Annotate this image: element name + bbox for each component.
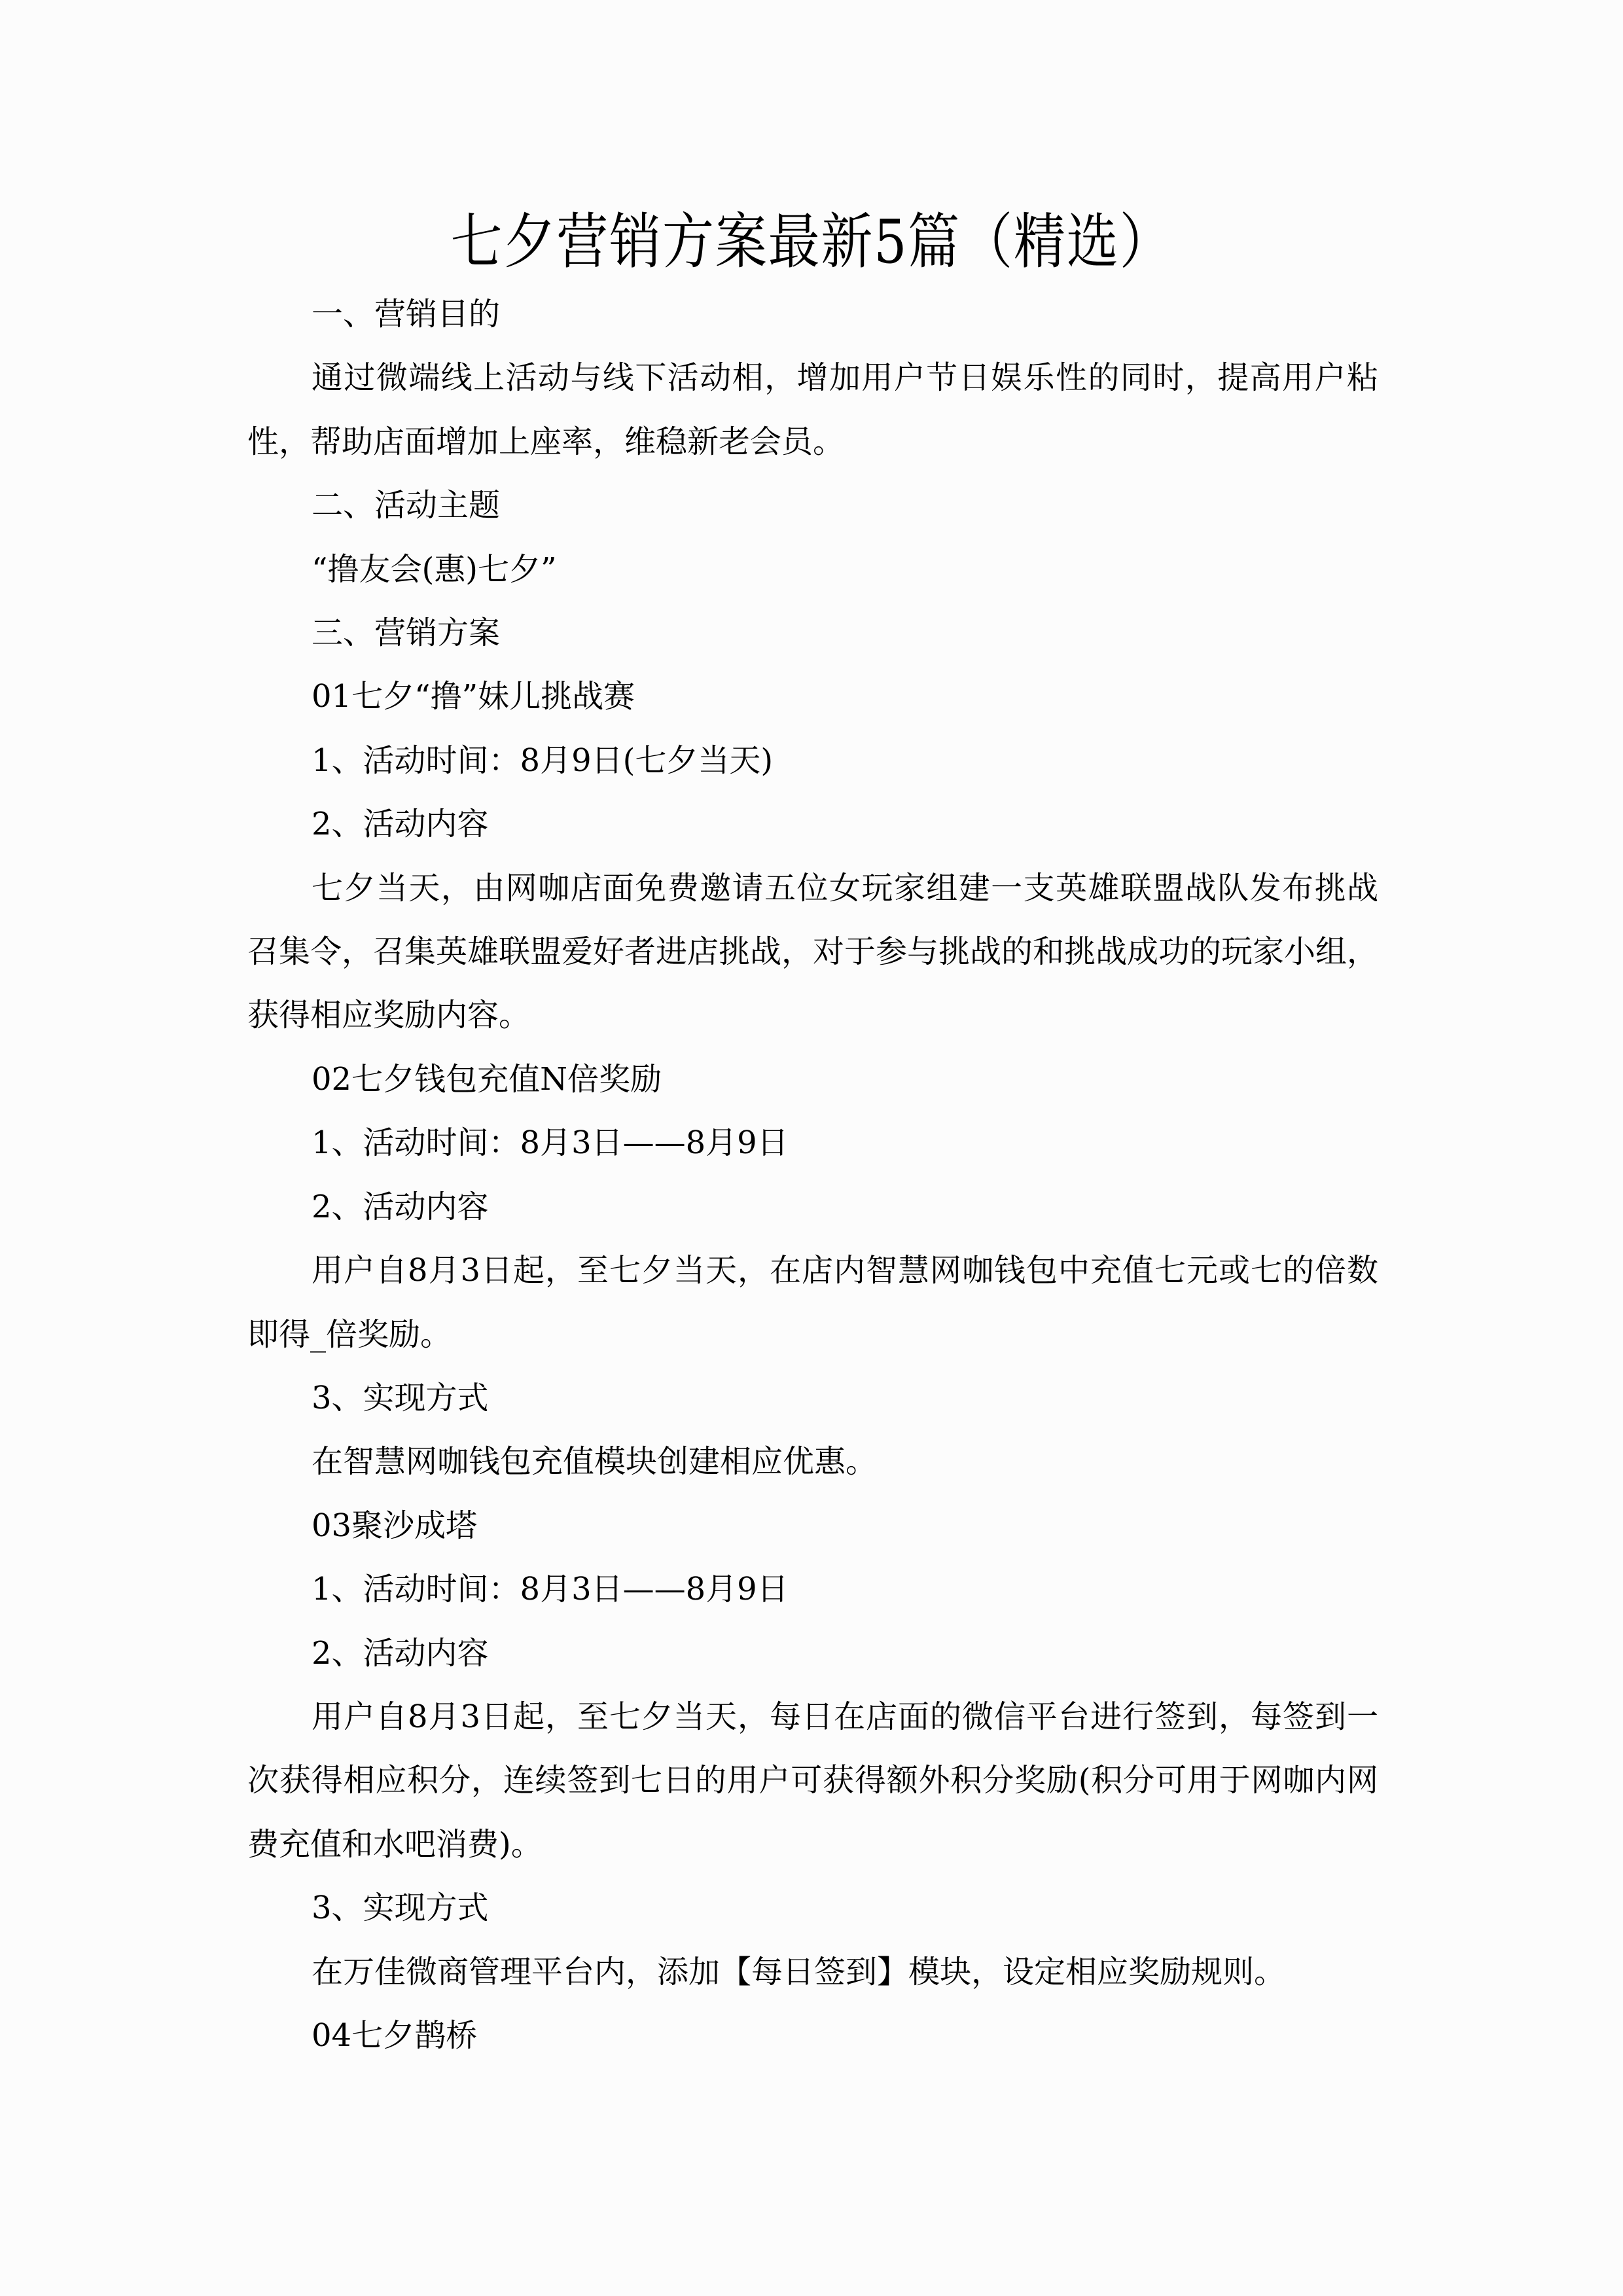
document-title: 七夕营销方案最新5篇（精选） [450,207,1173,277]
plan-03-method: 在万佳微商管理平台内，添加【每日签到】模块，设定相应奖励规则。 [312,1953,1286,1990]
plan-02-method: 在智慧网咖钱包充值模块创建相应优惠。 [312,1443,878,1480]
document-body [247,283,1378,2068]
plan-04-title: 04七夕鹊桥 [312,2017,478,2054]
plan-03-title: 03聚沙成塔 [312,1507,478,1544]
activity-theme-slogan: “撸友会(惠)七夕” [312,550,557,588]
plan-01-title: 01七夕“撸”妹儿挑战赛 [312,678,635,715]
plan-03-content: 用户自8月3日起，至七夕当天，每日在店面的微信平台进行签到，每签到一次获得相应积分，连续签到七日的用户可获得额外积分奖励(积分可用于网咖内网费充值和水吧消费)。 [247,1698,1378,1863]
plan-02-content: 用户自8月3日起，至七夕当天，在店内智慧网咖钱包中充值七元或七的倍数即得_倍奖励。 [247,1252,1378,1353]
section-heading-marketing-plan: 三、营销方案 [312,615,501,652]
plan-01-content-heading: 2、活动内容 [312,806,489,843]
plan-01-time: 1、活动时间：8月9日(七夕当天) [312,742,774,779]
plan-02-content-heading: 2、活动内容 [312,1188,489,1225]
plan-02-title: 02七夕钱包充值N倍奖励 [312,1060,662,1098]
section-heading-activity-theme: 二、活动主题 [312,487,501,524]
plan-02-time: 1、活动时间：8月3日——8月9日 [312,1124,789,1162]
plan-03-method-heading: 3、实现方式 [312,1890,489,1927]
plan-03-content-heading: 2、活动内容 [312,1634,489,1672]
paragraph-marketing-goal: 通过微端线上活动与线下活动相，增加用户节日娱乐性的同时，提高用户粘性，帮助店面增加上座率，维稳新老会员。 [247,359,1378,460]
plan-02-method-heading: 3、实现方式 [312,1379,489,1416]
plan-03-time: 1、活动时间：8月3日——8月9日 [312,1571,789,1608]
section-heading-marketing-goal: 一、营销目的 [312,296,501,332]
plan-01-content: 七夕当天，由网咖店面免费邀请五位女玩家组建一支英雄联盟战队发布挑战召集令，召集英雄联盟爱好者进店挑战，对于参与挑战的和挑战成功的玩家小组，获得相应奖励内容。 [247,869,1379,1034]
